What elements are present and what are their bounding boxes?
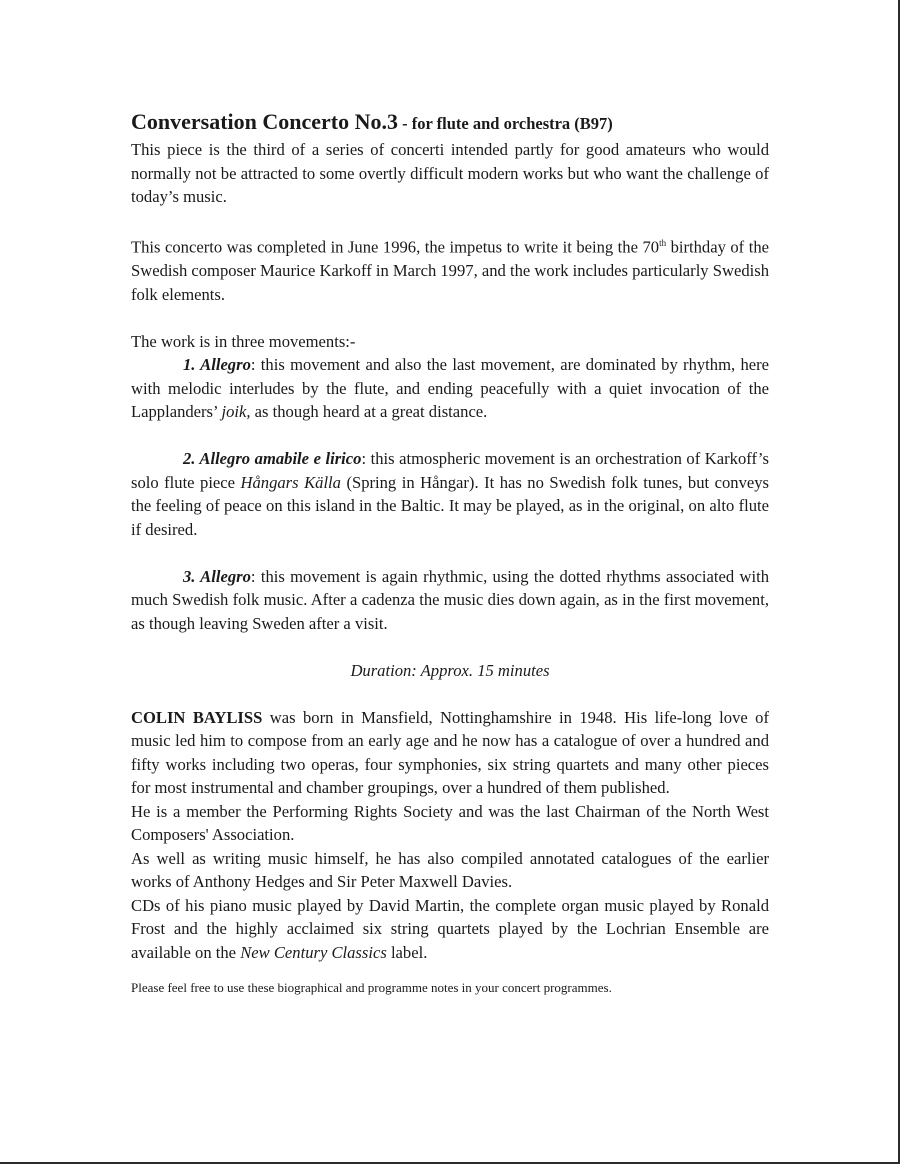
movement-2-name: Allegro amabile e lirico bbox=[199, 449, 362, 469]
bio-paragraph-2: He is a member the Performing Rights Society and was the last Chairman of the North West Composers' Association. bbox=[131, 801, 769, 845]
movement-1-text-a: : this movement and also the last movement, are dominated by rhythm, here with melodic interludes by the flute, and ending peacefully with a quiet invocation of the Lapplanders’ bbox=[131, 355, 770, 422]
movement-3-name: Allegro bbox=[200, 566, 251, 586]
movement-3-text: : this movement is again rhythmic, using the dotted rhythms associated with much Swedish folk music. After a cadenza the music dies down again, as in the first movement, as though leaving Sweden after a visit. bbox=[131, 566, 769, 633]
movement-1-paragraph bbox=[131, 353, 769, 424]
title-subtitle: - for flute and orchestra (B97) bbox=[398, 114, 613, 133]
bio-paragraph-1 bbox=[131, 706, 769, 800]
movement-1-name: Allegro bbox=[200, 355, 251, 375]
movement-2-number: 2. bbox=[183, 449, 200, 469]
bio-paragraph-3: As well as writing music himself, he has also compiled annotated catalogues of the earlier works of Anthony Hedges and Sir Peter Maxwell Davies. bbox=[131, 848, 769, 892]
completion-text-after: birthday of the Swedish composer Maurice Karkoff in March 1997, and the work includes particularly Swedish folk elements. bbox=[131, 237, 769, 304]
movement-1-italic: joik, bbox=[221, 402, 251, 422]
duration-line: Duration: Approx. 15 minutes bbox=[350, 660, 550, 680]
document-title bbox=[131, 108, 769, 138]
footer-note: Please feel free to use these biographical and programme notes in your concert programmes. bbox=[131, 980, 612, 996]
bio-text-1: was born in Mansfield, Nottinghamshire in 1948. His life-long love of music led him to compose from an early age and he now has a catalogue of over a hundred and fifty works including two operas, four symphonies, six string quartets and many other pieces for most instrumental and chamber groupings, over a hundred of them published. bbox=[131, 707, 769, 798]
intro-paragraph: This piece is the third of a series of concerti intended partly for good amateurs who would normally not be attracted to some overtly difficult modern works but who want the challenge of today’s music. bbox=[131, 140, 769, 206]
movement-1-text-b: as though heard at a great distance. bbox=[250, 402, 488, 422]
movement-3-number: 3. bbox=[183, 566, 201, 586]
completion-paragraph bbox=[131, 232, 769, 306]
completion-text-before: This concerto was completed in June 1996, the impetus to write it being the 70 bbox=[131, 237, 660, 257]
title-main: Conversation Concerto No.3 bbox=[131, 109, 399, 134]
document-page bbox=[131, 108, 769, 997]
bio-paragraph-4 bbox=[131, 894, 769, 965]
movement-2-text-a: : this atmospheric movement is an orchestration of Karkoff’s solo flute piece bbox=[131, 449, 770, 492]
bio-text-4-after: label. bbox=[386, 942, 428, 962]
movement-2-italic: Hångars Källa bbox=[240, 472, 341, 492]
movement-2-text-b: (Spring in Hångar). It has no Swedish folk tunes, but conveys the feeling of peace on this island in the Baltic. It may be played, as in the original, on alto flute if desired. bbox=[131, 472, 769, 539]
movement-3-paragraph bbox=[131, 565, 769, 636]
record-label: New Century Classics bbox=[240, 942, 387, 962]
movements-intro: The work is in three movements:- bbox=[131, 331, 356, 351]
completion-superscript: th bbox=[659, 238, 667, 248]
movement-2-paragraph bbox=[131, 447, 769, 541]
movement-1-number: 1. bbox=[183, 355, 201, 375]
bio-text-4-before: CDs of his piano music played by David Martin, the complete organ music played by Ronald Frost and the highly acclaimed six string quartets played by the Lochrian Ensemble are available on the bbox=[131, 895, 769, 962]
composer-name: COLIN BAYLISS bbox=[131, 707, 263, 727]
